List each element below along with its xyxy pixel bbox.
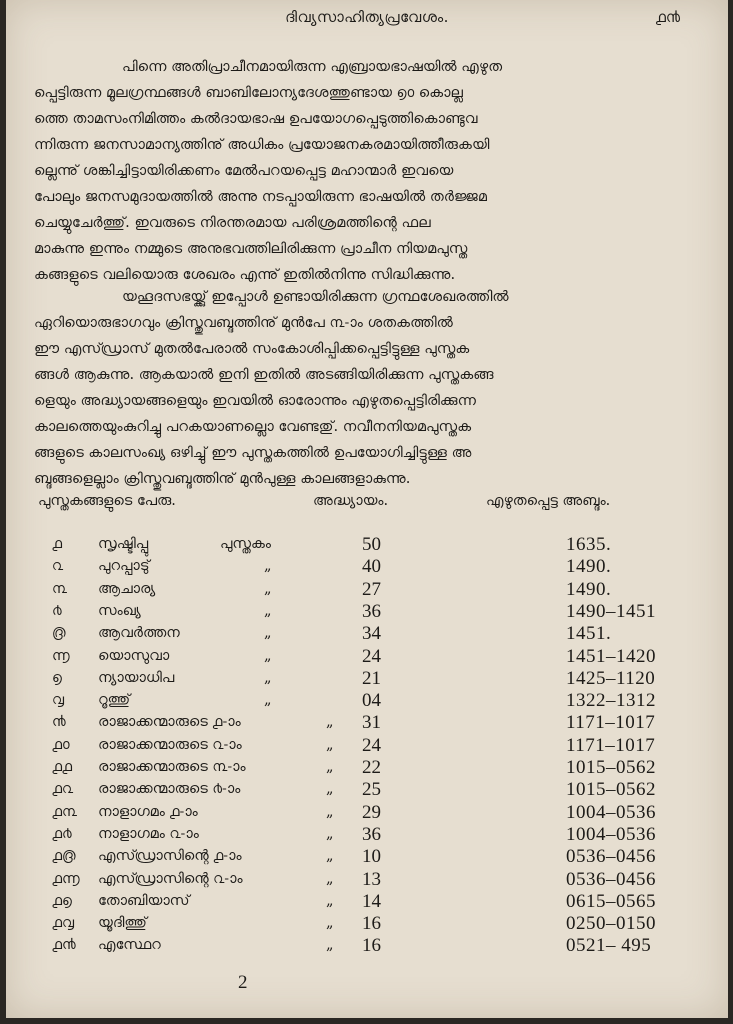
book-name: എസ്ഡ്രാസിന്റെ ൧-ാം [98, 848, 242, 865]
row-number: ൫ [52, 625, 66, 642]
book-name: നാളാഗമം ൧-ാം [98, 803, 198, 820]
chapter-count: 24 [362, 734, 381, 756]
book-name: രാജാക്കന്മാരുടെ ൧-ാം [98, 714, 241, 731]
row-number: ൩ [52, 580, 67, 597]
ditto-mark: „ [326, 803, 334, 820]
row-number: ൨ [52, 558, 64, 575]
chapter-count: 10 [362, 846, 381, 868]
ditto-mark: „ [264, 669, 272, 686]
text-line: കങ്ങളുടെ വലിയൊരു ശേഖരം എന്നു് ഇതിൽനിന്നു സിദ്ധിക്കുന്നു. [34, 266, 456, 283]
year-range: 0536–0456 [566, 846, 656, 868]
book-word: പുസ്തകം [220, 536, 271, 552]
year-range: 1490. [566, 556, 612, 578]
book-name: സംഖ്യ [98, 602, 141, 619]
ditto-mark: „ [264, 625, 272, 642]
row-number: ൧ [52, 536, 63, 552]
row-number: ൬ [52, 647, 70, 664]
text-line: മാകുന്നു ഇന്നും നമ്മുടെ അനുഭവത്തിലിരിക്കുന്ന പ്രാചീന നിയമപുസ്ത [34, 240, 468, 257]
year-range: 1015–0562 [566, 779, 656, 801]
page-number: ൧൯ [655, 8, 680, 26]
year-range: 1171–1017 [566, 734, 656, 756]
ditto-mark: „ [264, 692, 272, 709]
text-line: പിന്നെ അതിപ്രാചീനമായിരുന്ന എബ്രായഭാഷയിൽ എഴുത [122, 58, 503, 75]
row-number: ൧൦ [52, 736, 70, 753]
table-row [6, 645, 728, 670]
book-name: രാജാക്കന്മാരുടെ ൨-ാം [98, 736, 242, 753]
ditto-mark: „ [264, 602, 272, 619]
ditto-mark: „ [326, 736, 334, 753]
ditto-mark: „ [326, 915, 334, 932]
text-line: പോലും ജനസമുദായത്തിൽ അന്നു നടപ്പായിരുന്ന ഭാഷയിൽ തർജ്ജമ [34, 188, 488, 205]
text-line: ത്തെ താമസംനിമിത്തം കൽദായഭാഷ ഉപയോഗപ്പെടുത്തികൊണ്ടുവ [34, 110, 478, 127]
table-row [6, 536, 728, 558]
year-range: 1004–0536 [566, 823, 656, 845]
table-row [6, 868, 728, 893]
table-row [6, 667, 728, 692]
row-number: ൧൮ [52, 915, 75, 932]
year-range: 0536–0456 [566, 868, 656, 890]
text-line: കാലത്തെയുംകുറിച്ചു പറകയാണല്ലൊ വേണ്ടതു്. നവീനനിയമപുസ്തക [34, 418, 472, 435]
document-page [6, 0, 728, 1018]
ditto-mark: „ [326, 759, 334, 775]
year-range: 0615–0565 [566, 890, 656, 912]
chapter-count: 31 [362, 712, 381, 734]
book-name: രാജാക്കന്മാരുടെ ൪-ാം [98, 781, 241, 798]
row-number: ൯ [52, 714, 66, 731]
year-range: 1635. [566, 534, 612, 555]
text-line: ല്ലെന്നു് ശങ്കിച്ചിട്ടായിരിക്കണം മേൽപറയപ്പെട്ട മഹാന്മാർ ഇവയെ [34, 162, 454, 179]
row-number: ൧൬ [52, 870, 80, 887]
row-number: ൧൫ [52, 848, 76, 865]
chapter-count: 40 [362, 556, 381, 578]
book-name: നാളാഗമം ൨-ാം [98, 825, 199, 842]
ditto-mark: „ [326, 825, 334, 842]
year-range: 1425–1120 [566, 667, 656, 689]
paragraph-1 [34, 54, 684, 288]
column-header-year: എഴുതപ്പെട്ട അബ്ദം. [486, 493, 611, 509]
table-row [6, 848, 728, 870]
text-line: ഏറിയൊരുഭാഗവും ക്രിസ്തുവബ്ദത്തിനു് മുൻപേ ൩-ാം ശതകത്തിൽ [34, 314, 453, 331]
table-row [6, 937, 728, 959]
text-line: ളെയും അദ്ധ്യായങ്ങളെയും ഇവയിൽ ഓരോന്നും എഴുതപ്പെട്ടിരിക്കുന്ന [34, 392, 477, 409]
running-title: ദിവ്യസാഹിത്യപ്രവേശം. [285, 8, 449, 26]
ditto-mark: „ [326, 937, 334, 954]
row-number: ൧൪ [52, 825, 72, 842]
ditto-mark: „ [326, 714, 334, 731]
year-range: 1451–1420 [566, 645, 656, 667]
book-name: എസ്ഡ്രാസിന്റെ ൨-ാം [98, 870, 243, 887]
chapter-count: 16 [362, 913, 381, 935]
year-range: 1322–1312 [566, 690, 656, 712]
year-range: 1015–0562 [566, 757, 656, 778]
text-line: ങ്ങൾ ആകുന്നു. ആകയാൽ ഇനി ഇതിൽ അടങ്ങിയിരിക്കുന്ന പുസ്തകങ്ങ [34, 366, 494, 383]
chapter-count: 36 [362, 823, 381, 845]
year-range: 0521– 495 [566, 935, 652, 957]
text-line: ങ്ങളുടെ കാലസംഖ്യ ഒഴിച്ചു് ഈ പുസ്തകത്തിൽ ഉപയോഗിച്ചിട്ടുള്ള അ [34, 444, 472, 461]
row-number: ൭ [52, 669, 62, 686]
table-row [6, 600, 728, 625]
chapter-count: 04 [362, 690, 381, 712]
chapter-count: 16 [362, 935, 381, 957]
table-row [6, 714, 728, 736]
signature-mark: 2 [238, 972, 248, 993]
column-header-books: പുസ്തകങ്ങളുടെ പേരു. [38, 493, 176, 509]
chapter-count: 50 [362, 534, 381, 555]
year-range: 1171–1017 [566, 712, 656, 734]
book-name: സൃഷ്ടിപ്പു [98, 536, 149, 552]
chapter-count: 14 [362, 890, 381, 912]
text-line: യഹൂദസഭയ്ക്കു് ഇപ്പോൾ ഉണ്ടായിരിക്കുന്ന ഗ്രന്ഥശേഖരത്തിൽ [122, 288, 509, 305]
table-row [6, 625, 728, 647]
book-name: രാജാക്കന്മാരുടെ ൩-ാം [98, 759, 246, 775]
row-number: ൧൧ [52, 759, 73, 775]
paragraph-2 [34, 284, 684, 492]
table-row [6, 558, 728, 580]
row-number: ൧൯ [52, 937, 76, 954]
table-row [6, 801, 728, 826]
ditto-mark: „ [264, 558, 272, 575]
year-range: 1451. [566, 623, 612, 645]
chapter-count: 24 [362, 645, 381, 667]
chapter-count: 36 [362, 600, 381, 622]
row-number: ൧൨ [52, 781, 74, 798]
book-name: എസ്ഥേറ [98, 937, 161, 954]
chapter-count: 13 [362, 868, 381, 890]
chapter-count: 22 [362, 757, 381, 778]
chapter-count: 34 [362, 623, 381, 645]
table-row [6, 734, 728, 759]
text-line: ചെയ്യുചേർത്തു്. ഇവരുടെ നിരന്തരമായ പരിശ്രമത്തിന്റെ ഫല [34, 214, 431, 231]
table-row [6, 578, 728, 603]
book-name: റൂത്തു് [98, 692, 131, 709]
table-row [6, 823, 728, 848]
ditto-mark: „ [326, 781, 334, 798]
chapter-count: 27 [362, 578, 381, 600]
page-header [6, 8, 728, 32]
text-line: ബ്ദങ്ങളെല്ലാം ക്രിസ്തുവബ്ദത്തിനു് മുൻപുള്ള കാലങ്ങളാകുന്നു. [34, 470, 411, 487]
chapter-count: 29 [362, 801, 381, 823]
ditto-mark: „ [264, 647, 272, 664]
book-name: യൊസുവാ [98, 647, 170, 664]
book-name: ന്യായാധിപ [98, 669, 175, 686]
column-header-chapters: അദ്ധ്യായം. [313, 493, 389, 509]
text-line: പ്പെട്ടിരുന്ന മൂലഗ്രന്ഥങ്ങൾ ബാബിലോന്യദേശത്തുണ്ടായ ൭൦ കൊല്ല [34, 84, 464, 101]
chapter-count: 25 [362, 779, 381, 801]
ditto-mark: „ [264, 580, 272, 597]
chapter-count: 21 [362, 667, 381, 689]
row-number: ൪ [52, 602, 62, 619]
text-line: ന്നിരുന്ന ജനസാമാന്യത്തിനു് അധികം പ്രയോജനകരമായിത്തീരുകയി [34, 136, 490, 153]
ditto-mark: „ [326, 870, 334, 887]
row-number: ൧൭ [52, 892, 72, 909]
table-row [6, 759, 728, 781]
book-name: ആചാര്യ [98, 580, 156, 597]
row-number: ൮ [52, 692, 65, 709]
table-row [6, 915, 728, 937]
row-number: ൧൩ [52, 803, 77, 820]
book-name: ആവർത്തന [98, 625, 180, 642]
text-line: ഈ എസ്ഡ്രാസ് മുതൽപേരാൽ സംകോശിപ്പിക്കപ്പെട്ടിട്ടുള്ള പുസ്തക [34, 340, 470, 357]
book-name: പുറപ്പാടു് [98, 558, 150, 575]
book-name: തോബിയാസ് [98, 892, 190, 909]
year-range: 1490. [566, 578, 612, 600]
year-range: 1490–1451 [566, 600, 656, 622]
ditto-mark: „ [326, 848, 334, 865]
year-range: 0250–0150 [566, 913, 656, 935]
book-name: യൂദിത്തു് [98, 915, 147, 932]
ditto-mark: „ [326, 892, 334, 909]
table-row [6, 781, 728, 803]
table-row [6, 890, 728, 915]
table-row [6, 692, 728, 714]
year-range: 1004–0536 [566, 801, 656, 823]
